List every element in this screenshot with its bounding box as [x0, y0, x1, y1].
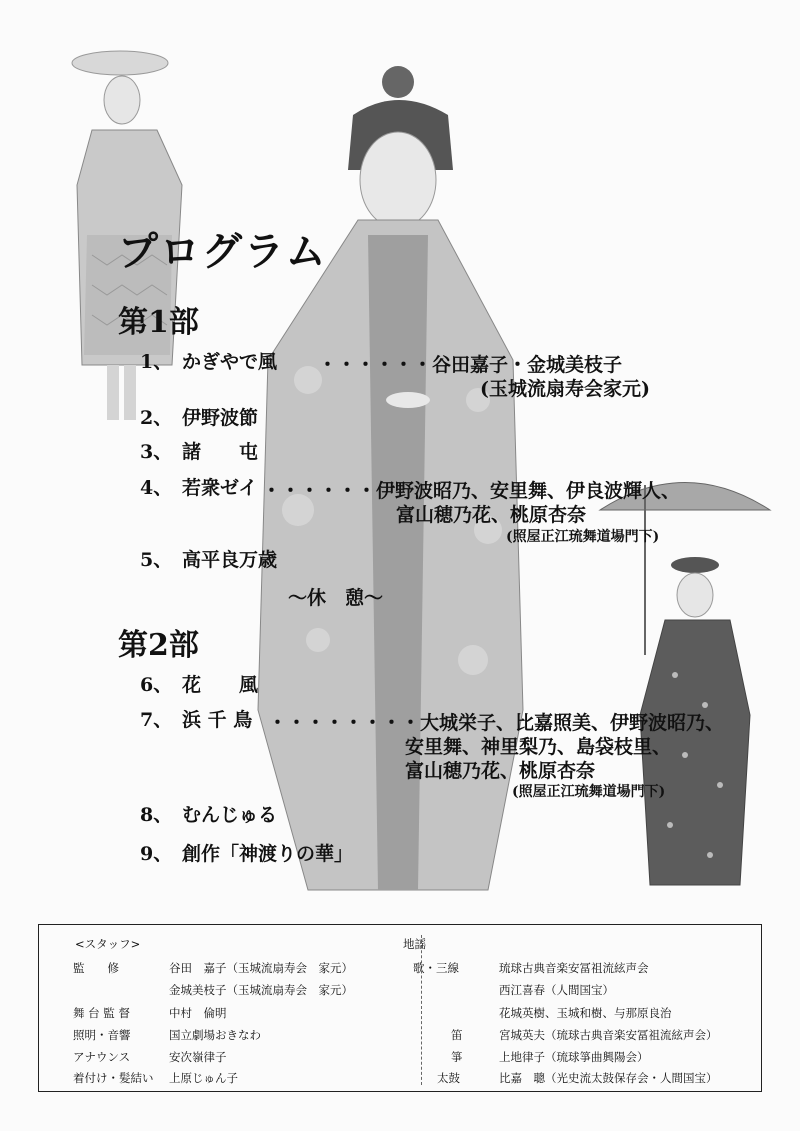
musician-name: 比嘉 聰（光史流太鼓保存会・人間国宝） [499, 1071, 718, 1085]
musician-name: 花城英樹、玉城和樹、与那原良治 [499, 1006, 672, 1020]
item-performers: ・・・・・・・・大城栄子、比嘉照美、伊野波昭乃、 [268, 712, 725, 734]
staff-name: 中村 倫明 [169, 1006, 227, 1020]
musician-name: 宮城英夫（琉球古典音楽安冨祖流絃声会） [499, 1028, 718, 1042]
item-number: 6、 [140, 674, 173, 696]
item-note: (玉城流扇寿会家元) [480, 378, 650, 400]
program-item [140, 350, 277, 374]
item-name: 諸 屯 [182, 441, 259, 463]
program-item [140, 406, 258, 430]
item-name: むんじゅる [182, 804, 278, 826]
staff-name: 谷田 嘉子（玉城流扇寿会 家元） [169, 961, 353, 975]
item-name: 伊野波節 [182, 407, 259, 429]
program-item [140, 476, 257, 500]
item-name: 浜 千 鳥 [182, 709, 253, 731]
item-performers: ・・・・・・谷田嘉子・金城美枝子 [318, 354, 623, 376]
musician-role: 歌・三線 [413, 961, 459, 975]
item-name: 高平良万歳 [182, 549, 278, 571]
staff-name: 上原じゅん子 [169, 1071, 238, 1085]
item-number: 9、 [140, 843, 173, 865]
item-note: (照屋正江琉舞道場門下) [506, 529, 660, 545]
item-note: (照屋正江琉舞道場門下) [512, 784, 666, 800]
item-number: 7、 [140, 709, 173, 731]
musician-role: 箏 [451, 1050, 463, 1064]
musicians-header: 地謡 [403, 937, 426, 951]
item-performers-line3: 富山穂乃花、桃原杏奈 [405, 760, 596, 782]
program-item [140, 440, 258, 464]
intermission-label: ～休 憩～ [288, 587, 384, 609]
item-name: 花 風 [182, 674, 259, 696]
part1-heading: 第1部 [118, 305, 199, 340]
item-name: かぎやで風 [182, 351, 278, 373]
staff-header: <スタッフ> [75, 937, 141, 951]
item-performers-line2: 安里舞、神里梨乃、島袋枝里、 [405, 736, 672, 758]
item-number: 1、 [140, 351, 173, 373]
dancer-photo-right [595, 455, 775, 900]
musician-name: 琉球古典音楽安冨祖流絃声会 [499, 961, 649, 975]
staff-name: 安次嶺律子 [169, 1050, 227, 1064]
musician-name: 西江喜春（人間国宝） [499, 983, 614, 997]
program-title: プログラム [118, 228, 328, 275]
item-number: 8、 [140, 804, 173, 826]
staff-role: 舞 台 監 督 [73, 1006, 130, 1020]
staff-role: 着付け・髪結い [73, 1071, 154, 1085]
staff-role: 監 修 [73, 961, 119, 975]
staff-name: 金城美枝子（玉城流扇寿会 家元） [169, 983, 353, 997]
staff-role: 照明・音響 [73, 1028, 131, 1042]
item-name: 創作「神渡りの華」 [182, 843, 354, 865]
musician-role: 笛 [451, 1028, 463, 1042]
item-name: 若衆ゼイ [182, 477, 258, 499]
musician-name: 上地律子（琉球箏曲興陽会） [499, 1050, 649, 1064]
staff-role: アナウンス [73, 1050, 131, 1064]
item-number: 4、 [140, 477, 173, 499]
staff-name: 国立劇場おきなわ [169, 1028, 261, 1042]
item-number: 5、 [140, 549, 173, 571]
program-item [140, 548, 277, 572]
staff-divider [421, 935, 422, 1085]
part2-heading: 第2部 [118, 628, 199, 663]
item-performers: ・・・・・・伊野波昭乃、安里舞、伊良波輝人、 [262, 480, 681, 502]
musician-role: 太鼓 [437, 1071, 460, 1085]
program-item [140, 842, 353, 866]
program-item [140, 708, 252, 732]
program-item [140, 803, 277, 827]
program-item [140, 673, 258, 697]
item-performers-line2: 富山穂乃花、桃原杏奈 [396, 504, 587, 526]
item-number: 3、 [140, 441, 173, 463]
item-number: 2、 [140, 407, 173, 429]
staff-box [38, 924, 762, 1092]
